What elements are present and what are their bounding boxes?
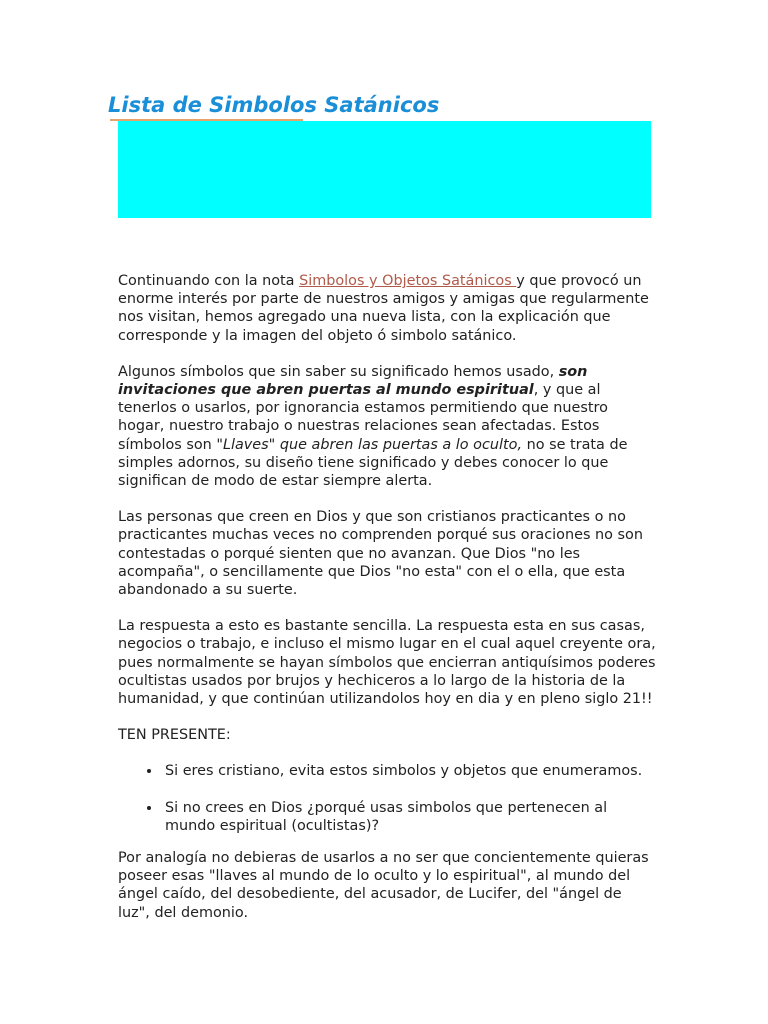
paragraph-answer: La respuesta a esto es bastante sencilla. La respuesta esta en sus casas, negocios o trabajo, e incluso el mismo lugar en el cual aquel creyente ora, pues normalmente se hayan símbolos que encierran antiquísimos poderes ocultistas usados por brujos y hechiceros a lo largo de la historia de la humanidad, y que continúan utilizandolos hoy en dia y en pleno siglo 21!! <box>118 618 656 708</box>
ad-banner <box>118 121 651 218</box>
article-link[interactable]: Simbolos y Objetos Satánicos <box>299 273 517 289</box>
list-item: • Si eres cristiano, evita estos simbolos y objetos que enumeramos. <box>162 762 658 780</box>
bullet-list <box>118 762 658 835</box>
emphasis-text: son invitaciones que abren puertas al mundo espiritual <box>118 363 588 399</box>
page-title: Lista de Simbolos Satánicos <box>108 93 440 117</box>
paragraph-believers: Las personas que creen en Dios y que son cristianos practicantes o no practicantes muchas veces no comprenden porqué sus oraciones no son contestadas o porqué sienten que no avanzan. Que Dios "no les acompaña", o sencillamente que Dios "no esta" con el o ella, que esta abandonado a su suerte. <box>118 509 643 599</box>
paragraph-analogy: Por analogía no debieras de usarlos a no ser que concientemente quieras poseer esas "llaves al mundo de lo oculto y lo espiritual", al mundo del ángel caído, del desobediente, del acusador, de Lucifer, del "ángel de luz", del demonio. <box>118 850 649 921</box>
paragraph-notice: TEN PRESENTE: <box>118 727 231 744</box>
list-item: • Si no crees en Dios ¿porqué usas simbolos que pertenecen al mundo espiritual (ocultistas)? <box>162 799 658 835</box>
article-body <box>118 272 658 940</box>
italic-text: "Llaves" que abren las puertas a lo oculto, <box>216 436 523 453</box>
paragraph-intro: Continuando con la nota Simbolos y Objetos Satánicos y que provocó un enorme interés por parte de nuestros amigos y amigas que regularmente nos visitan, hemos agregado una nueva lista, con la explicación que corresponde y la imagen del objeto ó simbolo satánico. <box>118 273 649 344</box>
paragraph-symbols: Algunos símbolos que sin saber su significado hemos usado, son invitaciones que abren puertas al mundo espiritual, y que al tenerlos o usarlos, por ignorancia estamos permitiendo que nuestro hogar, nuestro trabajo o nuestras relaciones sean afectadas. Estos símbolos son "Llaves" que abren las puertas a lo oculto, no se trata de simples adornos, su diseño tiene significado y debes conocer lo que significan de modo de estar siempre alerta. <box>118 363 628 490</box>
